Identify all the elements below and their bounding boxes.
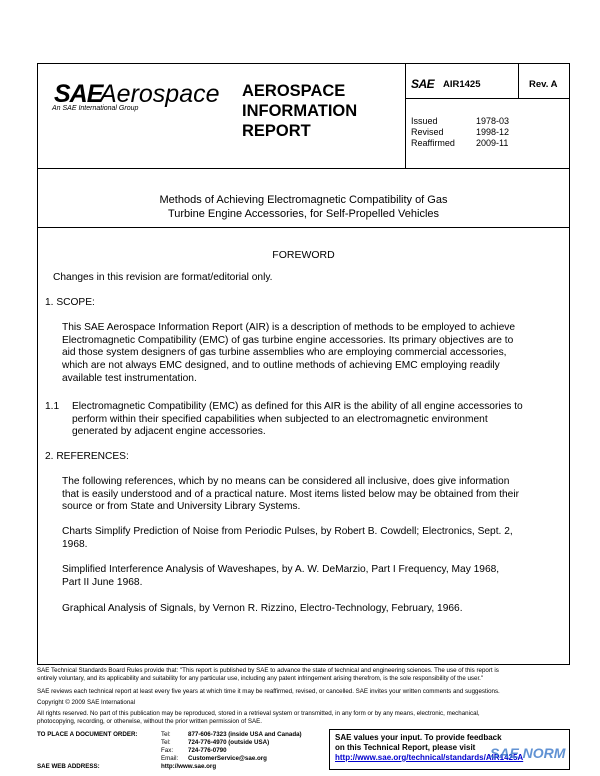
text-line: This SAE Aerospace Information Report (AIR) is a description of methods to be employed to achieve [62, 322, 516, 333]
contact-value: 724-776-0790 [188, 747, 227, 754]
scope-paragraph [62, 322, 515, 386]
copyright: Copyright © 2009 SAE International [37, 699, 136, 706]
text-line: Graphical Analysis of Signals, by Vernon R. Rizzino, Electro-Technology, February, 1966. [62, 603, 463, 614]
document-number: AIR1425 [443, 79, 481, 90]
web-address-link[interactable]: http://www.sae.org [161, 763, 217, 770]
foreword-heading: FOREWORD [272, 249, 335, 261]
references-intro [62, 476, 519, 514]
document-title [37, 193, 570, 221]
text-line: which are not always EMC designed, and to outline methods of achieving EMC employing readily [62, 360, 500, 372]
sae-logo: SAE [54, 80, 103, 108]
contact-label: Tel: [161, 739, 171, 746]
contact-value: 877-606-7323 (inside USA and Canada) [188, 731, 302, 738]
section-1-1-paragraph [72, 401, 523, 439]
text-line: Part II June 1968. [62, 576, 143, 588]
review-note: SAE reviews each technical report at least every five years at which time it may be reaffirmed, revised, or cancelled. SAE invites your written comments and suggestions. [37, 688, 500, 695]
text-line: 1968. [62, 538, 88, 550]
contact-label: Email: [161, 755, 179, 762]
aerospace-logo-text: Aerospace [100, 80, 220, 108]
sae-mark: SAE [411, 77, 435, 91]
divider [405, 98, 570, 99]
board-rules [37, 667, 570, 683]
title-line: Turbine Engine Accessories, for Self-Propelled Vehicles [167, 208, 440, 220]
contact-email[interactable]: CustomerService@sae.org [188, 755, 267, 762]
text-line: Charts Simplify Prediction of Noise from Periodic Pulses, by Robert B. Cowdell; Electronics, Sept. 2, [62, 526, 513, 537]
title-line: Methods of Achieving Electromagnetic Compatibility of Gas [159, 194, 448, 206]
report-type-line: INFORMATION [242, 102, 358, 120]
reference-item [62, 564, 499, 589]
contact-value: 724-776-4970 (outside USA) [188, 739, 270, 746]
feedback-text: SAE values your input. To provide feedback [335, 733, 502, 742]
text-line: Electromagnetic Compatibility (EMC) as defined for this AIR is the ability of all engine accessories to [72, 401, 523, 412]
date-value: 2009-11 [476, 138, 509, 148]
foreword-text: Changes in this revision are format/editorial only. [53, 272, 273, 283]
section-number: 1.1 [45, 401, 60, 412]
revision-label: Rev. A [529, 79, 558, 90]
logo-subtitle: An SAE International Group [52, 105, 139, 112]
text-line: The following references, which by no means can be considered all inclusive, does give information [62, 476, 510, 487]
text-line: that is easily understood and of a practical nature. Most items listed below may be obtained from their [62, 488, 519, 500]
feedback-text: on this Technical Report, please visit [335, 743, 476, 752]
text-line: All rights reserved. No part of this publication may be reproduced, stored in a retrieval system or transmitted, in any form or by any means, electronic, mechanical, [37, 710, 480, 717]
date-label: Revised [411, 127, 444, 137]
report-type-line: AEROSPACE [242, 82, 346, 100]
footer-divider [37, 664, 570, 665]
text-line: generated by adjacent engine accessories. [72, 426, 266, 438]
contact-label: Tel: [161, 731, 171, 738]
text-line: entirely voluntary, and its applicability and suitability for any particular use, including any patent infringement arising therefrom, is the sole responsibility of the user." [37, 675, 484, 682]
text-line: photocopying, recording, or otherwise, without the prior written permission of SAE. [37, 718, 262, 725]
text-line: aid those system designers of gas turbine assemblies who are employing commercial accessories, [62, 347, 507, 359]
date-value: 1998-12 [476, 127, 510, 137]
text-line: source or from State and University Library Systems. [62, 501, 301, 513]
feedback-link[interactable]: http://www.sae.org/technical/standards/AIR1425A [335, 753, 524, 762]
divider [405, 63, 406, 169]
date-label: Issued [411, 116, 438, 126]
text-line: perform within their specified capabilities when subjected to an electromagnetic environment [72, 413, 488, 425]
text-line: Electromagnetic Compatibility (EMC) of gas turbine engine accessories. Its primary objectives are to [62, 334, 514, 346]
date-label: Reaffirmed [411, 138, 455, 148]
text-line: available test instrumentation. [62, 372, 197, 384]
contact-label: Fax: [161, 747, 174, 754]
reference-item [62, 603, 463, 616]
body-frame [37, 228, 570, 664]
section-heading: 1. SCOPE: [45, 297, 95, 308]
date-value: 1978-03 [476, 116, 510, 126]
order-label: TO PLACE A DOCUMENT ORDER: [37, 731, 138, 738]
rights-notice [37, 710, 570, 726]
divider [518, 63, 519, 99]
section-heading: 2. REFERENCES: [45, 451, 129, 462]
web-label: SAE WEB ADDRESS: [37, 763, 100, 770]
report-type-line: REPORT [242, 122, 311, 140]
text-line: Simplified Interference Analysis of Waveshapes, by A. W. DeMarzio, Part I Frequency, May 1968, [62, 564, 500, 575]
watermark: SAE NORM [490, 745, 566, 761]
reference-item [62, 526, 513, 551]
text-line: SAE Technical Standards Board Rules provide that: "This report is published by SAE to advance the state of technical and engineering sciences. The use of this report is [37, 667, 499, 674]
